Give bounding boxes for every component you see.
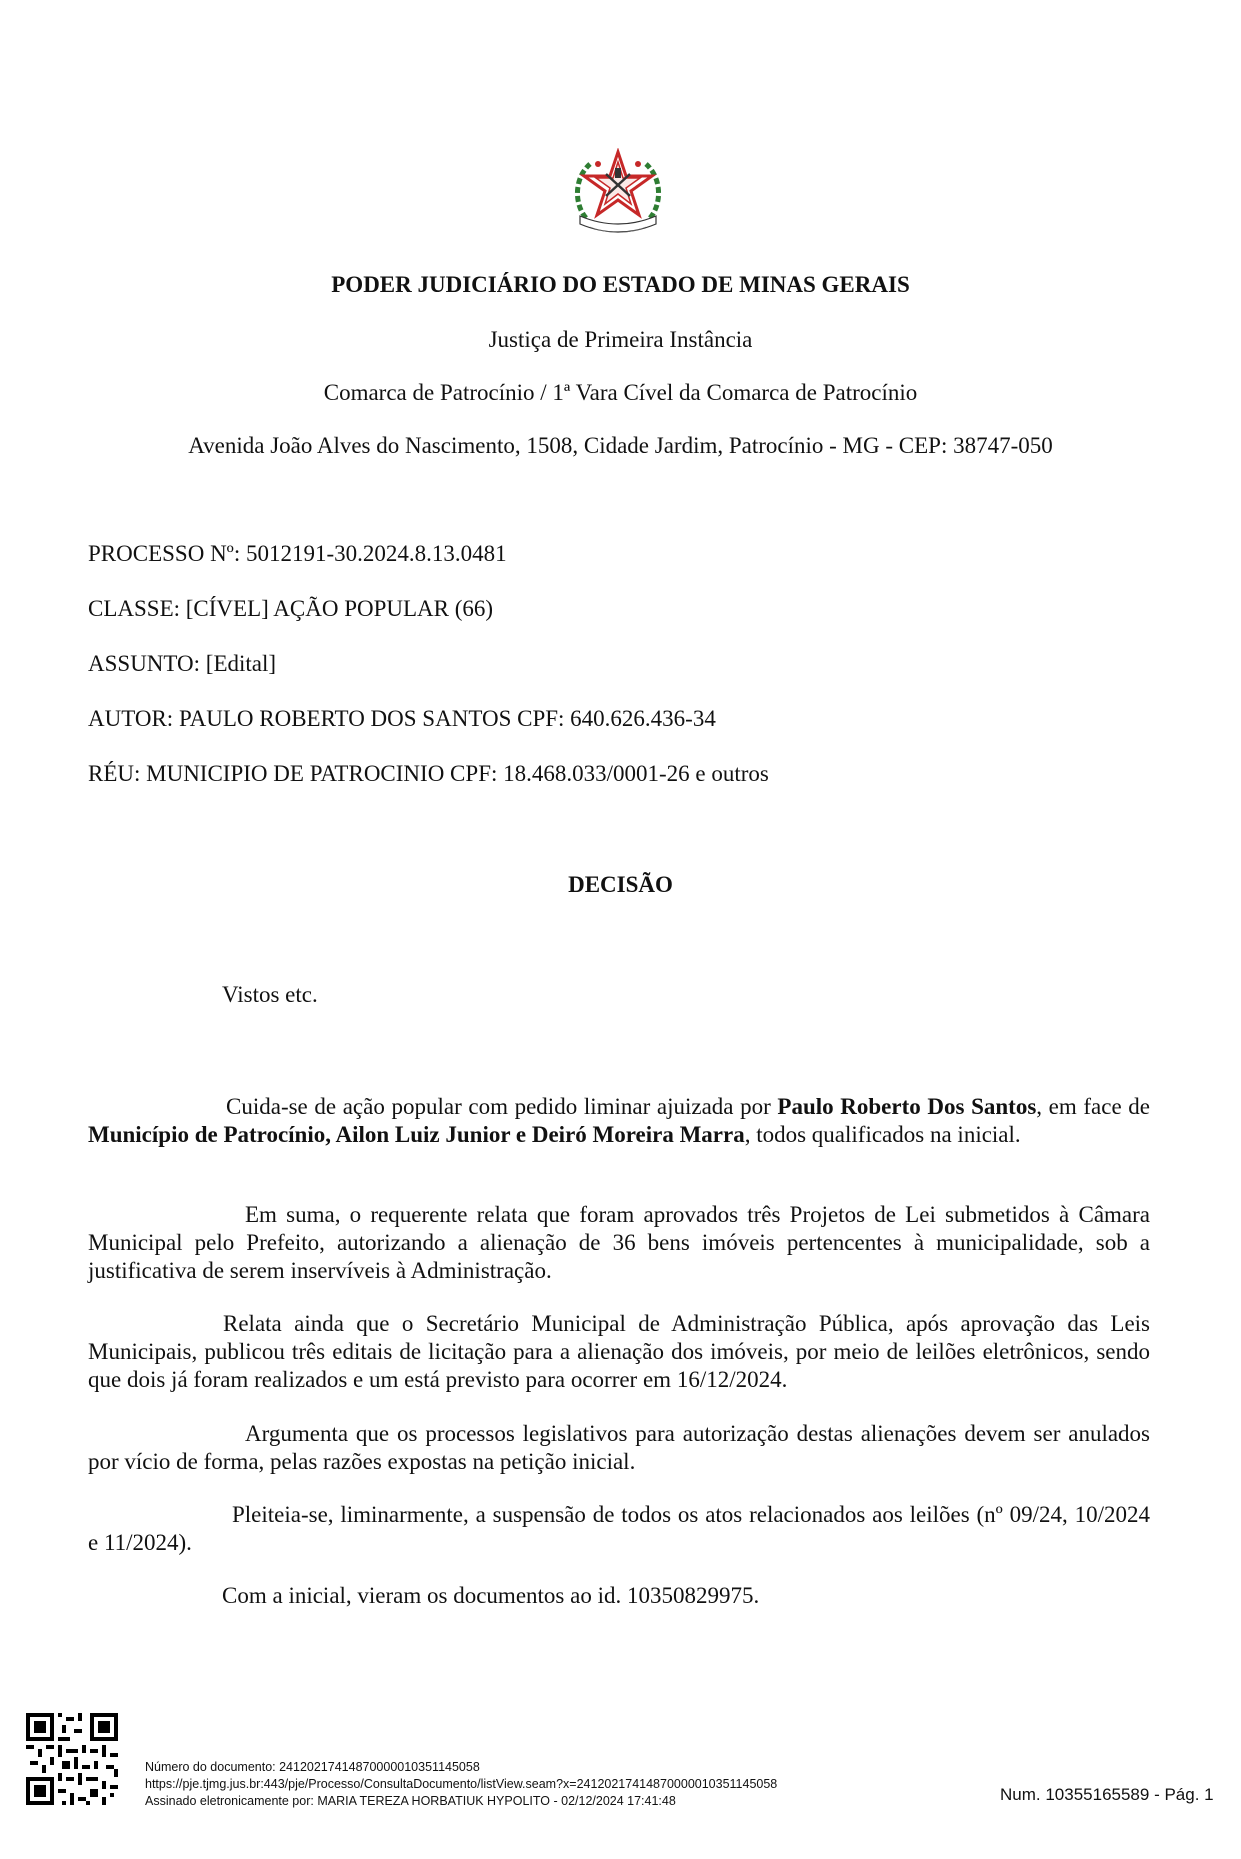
instance-line: Justiça de Primeira Instância [488, 327, 753, 352]
decision-title: DECISÃO [568, 872, 673, 897]
case-defendant: RÉU: MUNICIPIO DE PATROCINIO CPF: 18.468.033/0001-26 e outros [88, 761, 769, 786]
case-class: CLASSE: [CÍVEL] AÇÃO POPULAR (66) [88, 596, 494, 621]
paragraph-3: Relata ainda que o Secretário Municipal de Administração Pública, após aprovação das Leis Municipais, publicou três editais de licitação para a alienação dos imóveis, por meio de leilões eletrônicos, sendo que dois já foram realizados e um está previsto para ocorrer em 16/12/2024. [88, 1311, 1150, 1392]
p1-text-1: Cuida-se de ação popular com pedido liminar ajuizada por [226, 1094, 778, 1119]
case-author: AUTOR: PAULO ROBERTO DOS SANTOS CPF: 640.626.436-34 [88, 706, 716, 731]
vistos-line: Vistos etc. [222, 982, 318, 1007]
coat-of-arms-icon [568, 148, 668, 236]
signature-line: Assinado eletronicamente por: MARIA TEREZA HORBATIUK HYPOLITO - 02/12/2024 17:41:48 [145, 1794, 676, 1808]
page-number: Num. 10355165589 - Pág. 1 [1000, 1785, 1214, 1804]
court-heading: PODER JUDICIÁRIO DO ESTADO DE MINAS GERAIS [331, 272, 910, 297]
court-address: Avenida João Alves do Nascimento, 1508, Cidade Jardim, Patrocínio - MG - CEP: 38747-050 [188, 433, 1053, 458]
p1-text-2: , em face de [1036, 1094, 1151, 1119]
document-url[interactable]: https://pje.tjmg.jus.br:443/pje/Processo/ConsultaDocumento/listView.seam?x=24120217414870000010351145058 [145, 1777, 778, 1791]
p1-defendants-names: Município de Patrocínio, Ailon Luiz Junior e Deiró Moreira Marra [88, 1122, 745, 1147]
paragraph-2: Em suma, o requerente relata que foram aprovados três Projetos de Lei submetidos à Câmara Municipal pelo Prefeito, autorizando a alienação de 36 bens imóveis pertencentes à municipalidade, sob a justificativa de serem inservíveis à Administração. [88, 1202, 1150, 1283]
paragraph-4: Argumenta que os processos legislativos para autorização destas alienações devem ser anulados por vício de forma, pelas razões expostas na petição inicial. [88, 1421, 1150, 1474]
p1-author-name: Paulo Roberto Dos Santos [777, 1094, 1037, 1119]
qr-code-icon [26, 1713, 118, 1805]
paragraph-6: Com a inicial, vieram os documentos ao id. 10350829975. [222, 1583, 760, 1608]
comarca-line: Comarca de Patrocínio / 1ª Vara Cível da Comarca de Patrocínio [323, 380, 918, 405]
p1-text-3: , todos qualificados na inicial. [744, 1122, 1021, 1147]
document-number: Número do documento: 24120217414870000010351145058 [145, 1760, 480, 1774]
processo-number: PROCESSO Nº: 5012191-30.2024.8.13.0481 [88, 541, 507, 566]
paragraph-1 [88, 1093, 1150, 1149]
paragraph-5: Pleiteia-se, liminarmente, a suspensão de todos os atos relacionados aos leilões (nº 09/24, 10/2024 e 11/2024). [88, 1502, 1150, 1555]
case-subject: ASSUNTO: [Edital] [88, 651, 277, 676]
